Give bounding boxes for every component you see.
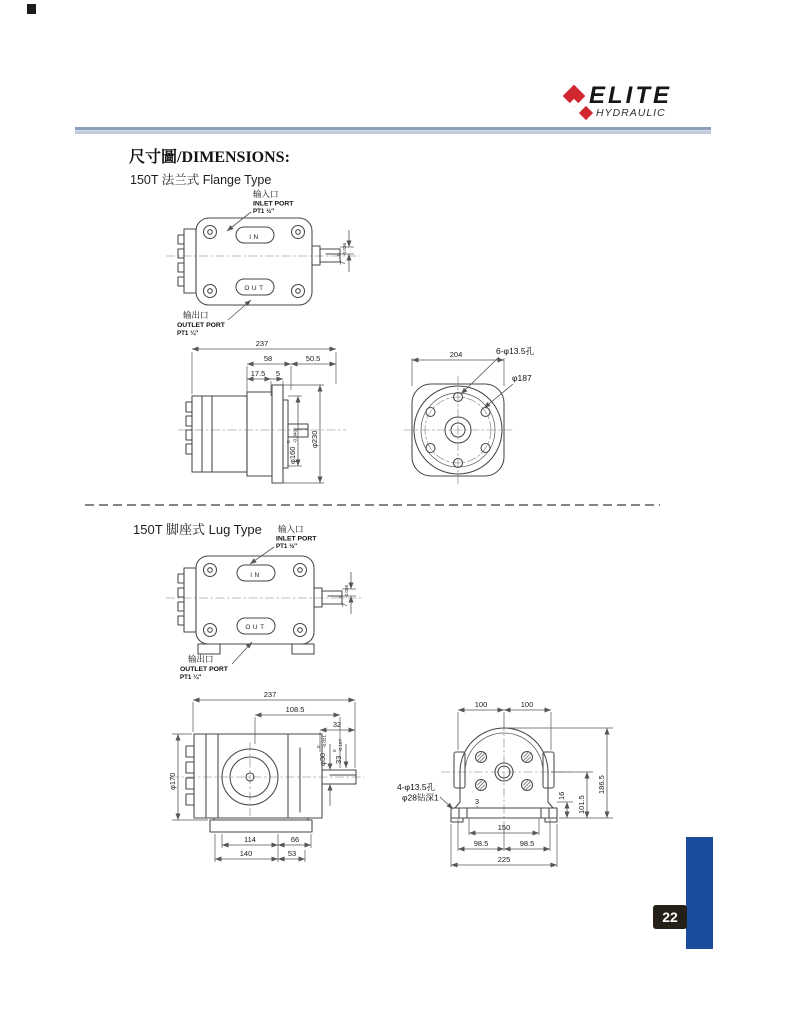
dim-key-height: 33 <box>334 755 343 764</box>
foot-holes-label-1: 4-φ13.5孔 <box>397 782 436 792</box>
dim-spigot-tol-lower: -0.040 <box>292 429 298 443</box>
lug-side-view-drawing <box>148 688 393 880</box>
outlet-callout <box>177 300 251 337</box>
brand-name: ELITE <box>589 82 673 109</box>
section-divider <box>85 500 660 510</box>
inlet-callout <box>250 524 317 564</box>
brand-subtitle: HYDRAULIC <box>596 107 666 119</box>
dim-key-height-tol-lower: -0.157 <box>338 738 343 752</box>
dim-key-height-tol-upper: 0 <box>332 749 337 752</box>
pump-body <box>178 556 342 654</box>
dim-pad-3: 3 <box>474 797 480 806</box>
dim-17-5: 17.5 <box>250 369 266 378</box>
dim-body-od: φ170 <box>168 772 177 790</box>
outlet-callout <box>180 642 252 681</box>
key-height-dimension <box>332 739 346 768</box>
dim-114: 114 <box>244 835 256 844</box>
flange-section-heading: 150T 法兰式 Flange Type <box>130 173 272 187</box>
bottom-dimensions <box>451 819 557 867</box>
dim-overall: 237 <box>263 690 277 699</box>
page-number-badge <box>653 905 687 929</box>
inlet-port-mark: IN <box>250 572 262 579</box>
brand-logo <box>566 82 716 119</box>
foot-holes-callout <box>397 782 453 809</box>
keyway-dimension <box>336 230 354 272</box>
flange-face <box>404 376 512 484</box>
inlet-size: PT1 ½″ <box>276 543 298 550</box>
dim-98-5-left: 98.5 <box>473 839 489 848</box>
lug-section-heading: 150T 脚座式 Lug Type <box>133 522 262 537</box>
dim-225: 225 <box>497 855 511 864</box>
scan-mark <box>27 4 36 14</box>
inlet-callout <box>227 189 294 231</box>
dim-spigot-tol-upper: 0 <box>286 440 291 443</box>
bolt-holes-label: 6-φ13.5孔 <box>496 346 535 356</box>
dim-108-5: 108.5 <box>285 705 305 714</box>
dim-66: 66 <box>290 835 300 844</box>
dim-98-5-right: 98.5 <box>519 839 535 848</box>
inlet-label-en: INLET PORT <box>276 535 317 543</box>
outlet-port-mark: OUT <box>244 285 266 292</box>
keyway-tol-lower: -0.036 <box>344 584 349 598</box>
brand-logo-row <box>566 82 716 110</box>
keyway-width: 7 <box>338 260 347 265</box>
bolt-circle-callout <box>484 373 532 408</box>
keyway-tol-upper: 0 <box>338 595 343 598</box>
dim-overall: 237 <box>255 339 269 348</box>
dim-100-right: 100 <box>520 700 534 709</box>
dim-100-left: 100 <box>474 700 488 709</box>
keyway-dimension <box>338 572 356 614</box>
dim-5: 5 <box>275 369 281 378</box>
dim-101-5: 101.5 <box>577 795 586 814</box>
keyway-tol-lower: -0.036 <box>342 242 347 256</box>
dim-flange-od: φ230 <box>310 430 319 448</box>
bottom-dimensions <box>215 834 311 862</box>
dim-50-5: 50.5 <box>305 354 321 363</box>
flange-side-view-drawing <box>150 338 385 493</box>
outlet-size: PT1 ¼″ <box>180 674 202 681</box>
dim-204: 204 <box>449 350 463 359</box>
bolt-circle-label: φ187 <box>512 373 532 383</box>
header-rule <box>75 127 711 134</box>
inlet-size: PT1 ½″ <box>253 208 275 215</box>
dim-186-5: 186.5 <box>597 775 606 794</box>
dim-32: 32 <box>332 720 342 729</box>
dim-53: 53 <box>287 849 297 858</box>
dim-spigot: φ160 <box>288 446 297 464</box>
dim-140: 140 <box>239 849 253 858</box>
side-tab-bar <box>686 837 713 949</box>
flange-od-dimension <box>283 385 324 483</box>
dim-shaft: φ30 <box>318 752 327 766</box>
dim-58: 58 <box>263 354 273 363</box>
flange-port-view-drawing <box>150 183 385 348</box>
pump-body <box>186 385 308 483</box>
brand-logo-subrow <box>581 107 716 119</box>
inlet-label-cn: 输入口 <box>253 189 279 199</box>
page-number: 22 <box>662 909 678 925</box>
dim-150: 150 <box>497 823 511 832</box>
dim-shaft-tol-lower: -0.021 <box>322 734 327 748</box>
flange-front-view-drawing <box>400 342 590 497</box>
logo-diamond-icon <box>563 85 586 108</box>
outlet-port-mark: OUT <box>245 624 267 631</box>
outlet-label-cn: 输出口 <box>188 654 214 664</box>
top-dimensions <box>192 339 336 396</box>
bolt-holes-callout <box>461 346 535 394</box>
outlet-size: PT1 ¼″ <box>177 330 199 337</box>
pump-body <box>186 734 356 832</box>
lug-front-view-drawing <box>393 688 633 883</box>
inlet-label-en: INLET PORT <box>253 200 294 208</box>
inlet-label-cn: 输入口 <box>278 524 304 534</box>
dim-16: 16 <box>557 791 566 800</box>
lug-port-view-drawing <box>150 518 385 698</box>
keyway-width: 7 <box>340 602 349 607</box>
dim-shaft-tol-upper: 0 <box>316 745 321 748</box>
inlet-port-mark: IN <box>249 234 261 241</box>
top-dimensions <box>193 690 355 768</box>
outlet-label-en: OUTLET PORT <box>180 666 228 673</box>
keyway-tol-upper: 0 <box>336 253 341 256</box>
height-dimensions <box>475 728 613 818</box>
outlet-label-cn: 输出口 <box>183 310 209 320</box>
outlet-label-en: OUTLET PORT <box>177 322 225 329</box>
page-title: 尺寸圖/DIMENSIONS: <box>129 149 290 166</box>
foot-holes-label-2: φ28钻深1 <box>402 792 439 803</box>
